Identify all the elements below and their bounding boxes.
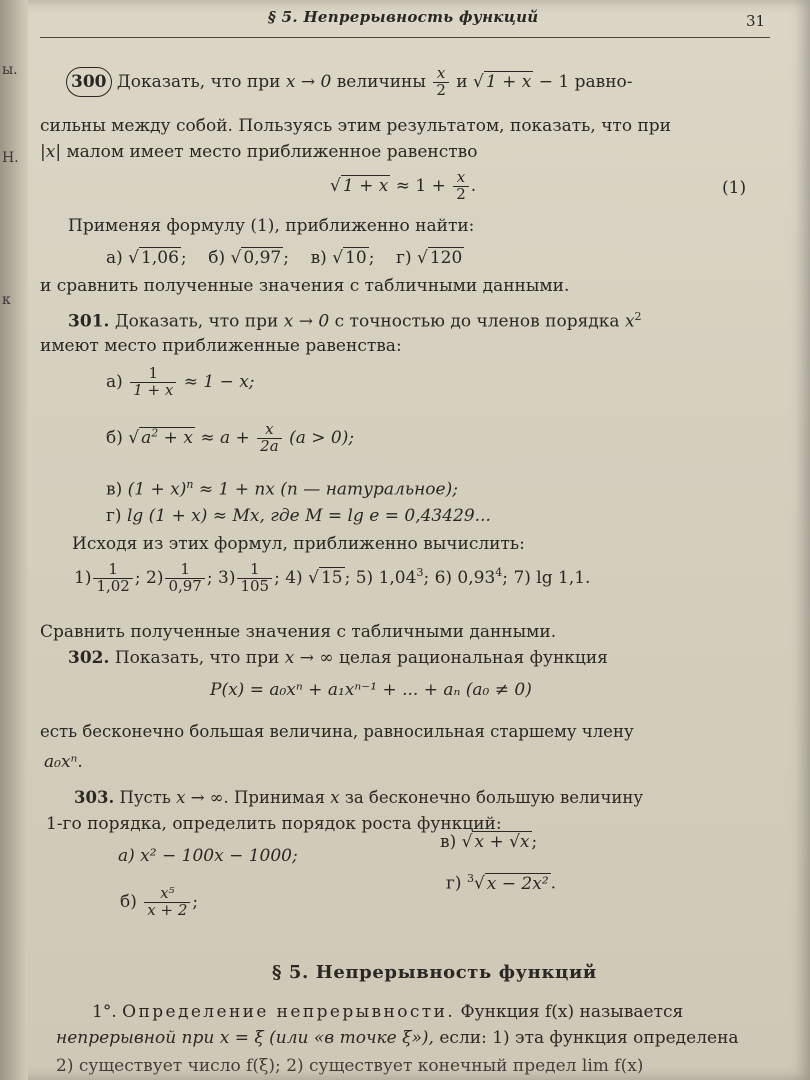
p303-item-a: а) x² − 100x − 1000; (118, 846, 298, 866)
fraction: $\frac{x}{2}$ (453, 170, 469, 203)
p303-item-v: в) √ x + √x ; (440, 832, 538, 852)
problem-number: 300 (66, 67, 112, 97)
p301-line9: Сравнить полученные значения с табличными данными. (40, 622, 557, 642)
fraction: $\frac{1}{1 + x}$ (130, 366, 176, 399)
math: |x| (40, 142, 62, 162)
gutter-fragment: к (2, 292, 11, 308)
problem-number: 301. (68, 311, 110, 332)
p302-line3: есть бесконечно большая величина, равносильная старшему члену (40, 722, 634, 741)
p300-equation: √ 1 + x ≈ 1 + $\frac{x}{2}$ . (330, 168, 477, 203)
radicand: 1 + x (485, 71, 532, 92)
defn-line2: непрерывной при x = ξ (или «в точке ξ»), если: 1) эта функция определена (56, 1028, 739, 1048)
radicand: 1 + x (342, 175, 389, 196)
p300-line4: Применяя формулу (1), приближенно найти: (68, 216, 475, 236)
p300-line3 (40, 142, 477, 162)
p302-line4: a₀xⁿ. (44, 752, 83, 772)
gutter-fragment: Н. (2, 150, 19, 166)
text: величины (336, 71, 426, 92)
p301-line7: Исходя из этих формул, приближенно вычислить: (72, 534, 525, 554)
p303-item-b: б) $\frac{\text{x⁵}}{x + 2}$ ; (120, 884, 199, 919)
defn-line1: 1°. Определение непрерывности. Функция f(x) называется (92, 1002, 684, 1022)
p301-item-b: б) √ $a^2 + x \approx a$ + $\frac{x}{2a}$ (a > 0); (106, 420, 355, 455)
p301-item-a: а) $\frac{1}{1 + x}$ ≈ 1 − x; (106, 364, 255, 399)
p303-item-g: г) $^3$√ x − 2x² . (446, 872, 557, 894)
problem-number: 303. (74, 788, 115, 807)
p302-equation: P(x) = a₀xⁿ + a₁xⁿ⁻¹ + ... + aₙ (a₀ ≠ 0) (210, 680, 532, 700)
text: − 1 равно- (538, 71, 633, 92)
p300-line1: 300 Доказать, что при x → 0 величины $\frac{x}{2}$ и √ 1 + x − 1 равно- (66, 66, 633, 99)
p300-items: а) √ 1,06 ; б) √ 0,97 ; в) √ 10 ; г) √ 120 (106, 248, 463, 268)
problem-number: 302. (68, 648, 110, 668)
p301-line1: 301. Доказать, что при x → 0 с точностью до членов порядка $x^2$ (68, 310, 642, 332)
fraction: $\frac{x}{2}$ (433, 66, 449, 99)
p300-line2: сильны между собой. Пользуясь этим результатом, показать, что при (40, 116, 672, 136)
p301-line2: имеют место приближенные равенства: (40, 336, 402, 356)
p302-line1: 302. Показать, что при x → ∞ целая рациональная функция (68, 648, 608, 668)
equation-tag: (1) (722, 178, 747, 198)
page-number: 31 (746, 12, 766, 30)
gutter-fragment: ы. (2, 62, 18, 78)
p301-item-g: г) lg (1 + x) ≈ Mx, где M = lg e = 0,43429... (106, 506, 491, 526)
p300-line6: и сравнить полученные значения с табличными данными. (40, 276, 570, 296)
fraction: $\frac{\text{x⁵}}{x + 2}$ (144, 886, 190, 919)
defn-line3: 2) существует число f(ξ); 2) существует конечный предел lim f(x) (56, 1056, 644, 1076)
fraction: $\frac{x}{2a}$ (257, 422, 282, 455)
book-gutter (0, 0, 28, 1080)
p303-line2: 1-го порядка, определить порядок роста функций: (46, 814, 502, 834)
header-rule (40, 37, 770, 38)
math: x → 0 (285, 71, 332, 92)
p301-compute: 1) $\frac{1}{1,02}$ ; 2) $\frac{1}{0,97}$ ; 3) $\frac{1}{105}$ ; 4) √ 15 ; 5) 1,04$^3$; 6) 0,93$^4$; 7) lg 1,1. (74, 560, 591, 595)
section-heading: § 5. Непрерывность функций (272, 962, 597, 983)
text: малом имеет место приближенное равенство (66, 142, 478, 162)
page-header (0, 4, 810, 38)
running-head: § 5. Непрерывность функций (268, 8, 539, 26)
math: ≈ 1 + (395, 175, 446, 196)
p303-line1: 303. Пусть x → ∞. Принимая x за бесконечно большую величину (74, 788, 644, 807)
p301-item-v: в) $(1 + x)^n \approx 1$ + nx (n — натуральное); (106, 478, 458, 500)
text: Доказать, что при (116, 71, 281, 92)
text: и (456, 71, 468, 92)
